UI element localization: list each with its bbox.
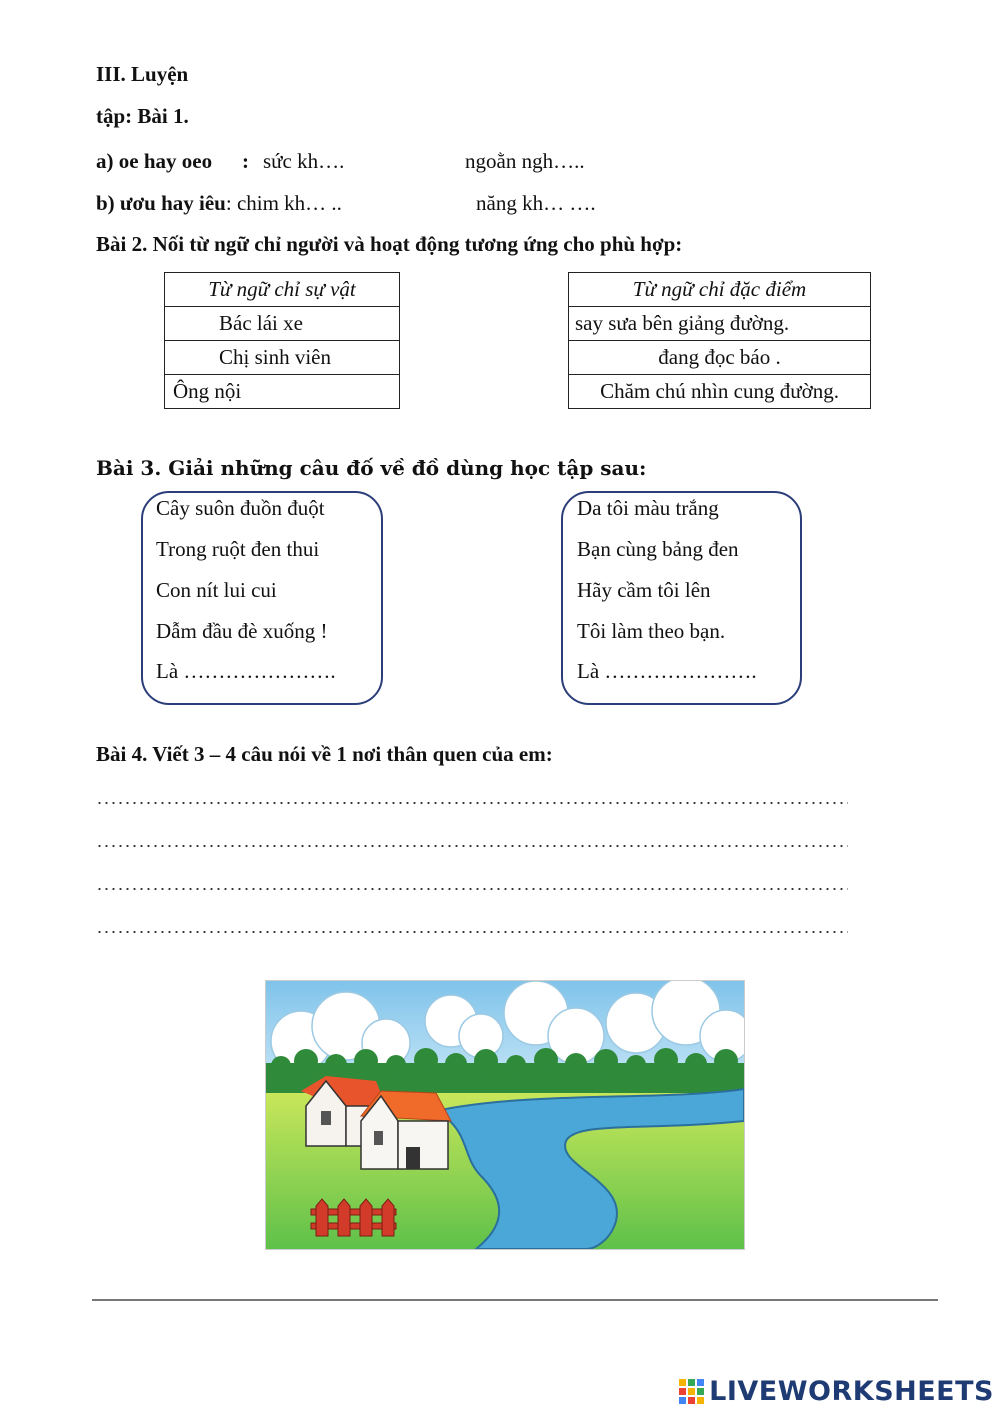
right-table-header: Từ ngữ chỉ đặc điểm (569, 273, 871, 307)
riddle2-line-1: Da tôi màu trắng (577, 496, 719, 520)
riddle1-line-1: Cây suôn đuồn đuột (156, 496, 325, 520)
liveworksheets-logo[interactable] (679, 1374, 994, 1408)
left-table-header: Từ ngữ chỉ sự vật (165, 273, 400, 307)
liveworksheets-logo-icon (679, 1377, 705, 1405)
section-heading: III. Luyện (96, 62, 189, 86)
writing-line-1[interactable] (96, 802, 848, 804)
left-match-table (164, 272, 400, 409)
riddle2-line-4: Tôi làm theo bạn. (577, 619, 726, 643)
riddle2-answer[interactable]: Là …………………. (577, 659, 757, 683)
riddle1-line-3: Con nít lui cui (156, 578, 277, 602)
right-match-table (568, 272, 871, 409)
left-item-1[interactable]: Bác lái xe (165, 307, 400, 341)
riddle1-line-2: Trong ruột đen thui (156, 537, 320, 561)
riddle2-line-2: Bạn cùng bảng đen (577, 537, 739, 561)
left-item-3[interactable]: Ông nội (165, 375, 400, 409)
writing-line-3[interactable] (96, 888, 848, 890)
writing-line-2[interactable] (96, 845, 848, 847)
footer-divider (92, 1299, 938, 1301)
riddle1-answer[interactable]: Là …………………. (156, 659, 336, 683)
ex1-b-word2: năng kh… …. (476, 191, 596, 215)
riddle1-line-4: Dẫm đầu đè xuống ! (156, 619, 328, 643)
ex1-a-word2: ngoằn ngh….. (465, 149, 585, 173)
ex1-a-colon: : (242, 149, 249, 173)
left-item-2[interactable]: Chị sinh viên (165, 341, 400, 375)
right-item-3[interactable]: Chăm chú nhìn cung đường. (569, 375, 871, 409)
landscape-drawing (266, 981, 744, 1249)
exercise-3-title: Bài 3. Giải những câu đố về đồ dùng học tập sau: (96, 456, 647, 480)
ex1-a-word1: sức kh…. (263, 149, 345, 173)
exercise-4-title: Bài 4. Viết 3 – 4 câu nói về 1 nơi thân quen của em: (96, 742, 553, 766)
ex1-b-row (96, 191, 342, 216)
brand-name: LIVEWORKSHEETS (709, 1375, 994, 1407)
writing-line-4[interactable] (96, 931, 848, 933)
ex1-a-label: a) oe hay oeo (96, 149, 213, 173)
countryside-illustration (265, 980, 745, 1250)
riddle2-line-3: Hãy cầm tôi lên (577, 578, 711, 602)
right-item-2[interactable]: đang đọc báo . (569, 341, 871, 375)
ex1-b-label: b) ươu hay iêu (96, 191, 226, 215)
ex1-b-word1: : chim kh… .. (225, 191, 342, 215)
exercise-2-title: Bài 2. Nối từ ngữ chỉ người và hoạt động tương ứng cho phù hợp: (96, 232, 683, 256)
exercise-1-title: tập: Bài 1. (96, 104, 189, 128)
right-item-1[interactable]: say sưa bên giảng đường. (569, 307, 871, 341)
